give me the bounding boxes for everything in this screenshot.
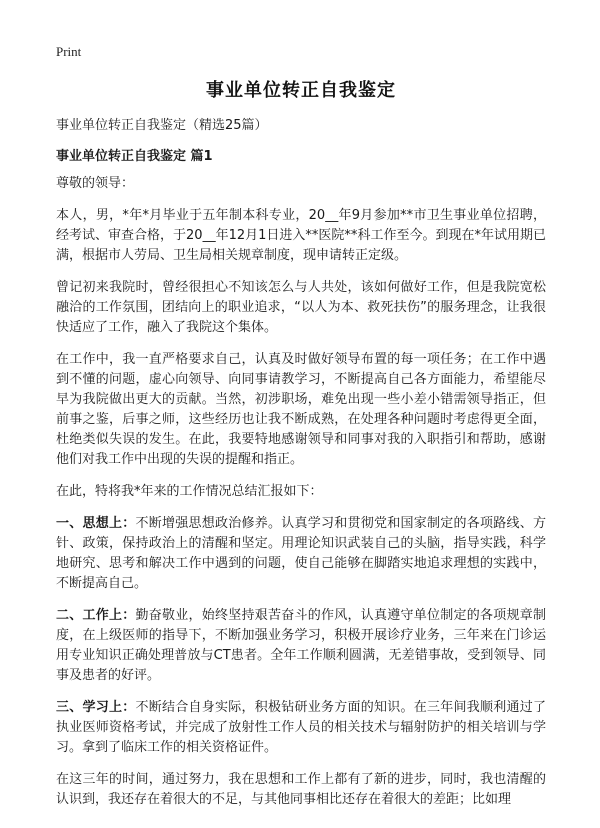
paragraph-work-attitude: 在工作中，我一直严格要求自己，认真及时做好领导布置的每一项任务；在工作中遇到不懂的问题，虚心向领导、向同事请教学习，不断提高自己各方面能力，希望能尽早为我院做出更大的贡献。当然，初涉职场，难免出现一些小差小错需领导指正，但前事之鉴，后事之师，这些经历也让我不断成熟，在处理各种问题时考虑得更全面，杜绝类似失误的发生。在此，我要特地感谢领导和同事对我的入职指引和帮助，感谢他们对我工作中出现的失误的提醒和指正。 (56, 352, 546, 467)
item-ideology-text: 不断增强思想政治修养。认真学习和贯彻党和国家制定的各项路线、方针、政策，保持政治上的清醒和坚定。用理论知识武装自己的头脑，指导实践，科学地研究、思考和解决工作中遇到的问题，使自己能够在脚踏实地追求理想的实践中，不断提高自己。 (56, 516, 546, 591)
item-study-lead: 三、学习上： (56, 700, 136, 715)
item-ideology (56, 514, 546, 594)
paragraph-adaptation: 曾记初来我院时，曾经很担心不知该怎么与人共处，该如何做好工作，但是我院宽松融洽的工作氛围，团结向上的职业追求，“以人为本、救死扶伤”的服务理念，让我很快适应了工作，融入了我院这个集体。 (56, 280, 546, 335)
item-study (56, 698, 546, 758)
document-body (56, 76, 546, 822)
item-work-text: 勤奋敬业，始终坚持艰苦奋斗的作风，认真遵守单位制定的各项规章制度，在上级医师的指导下，不断加强业务学习，积极开展诊疗业务，三年来在门诊运用专业知识正确处理普放与CT患者。全年工作顺利圆满，无差错事故，受到领导、同事及患者的好评。 (56, 608, 546, 683)
item-work (56, 606, 546, 686)
print-link[interactable]: Print (56, 44, 82, 59)
paragraph-closing: 在这三年的时间，通过努力，我在思想和工作上都有了新的进步，同时，我也清醒的认识到，我还存在着很大的不足，与其他同事相比还存在着很大的差距；比如理 (56, 772, 546, 807)
paragraph-intro: 本人，男，*年*月毕业于五年制本科专业，20__年9月参加**市卫生事业单位招聘，经考试、审查合格，于20__年12月1日进入**医院**科工作至今。到现在*年试用期已满，根据市人劳局、卫生局相关规章制度，现申请转正定级。 (56, 208, 546, 263)
item-ideology-lead: 一、思想上： (56, 516, 136, 531)
document-subtitle: 事业单位转正自我鉴定（精选25篇） (56, 118, 268, 133)
salutation: 尊敬的领导： (56, 176, 135, 191)
paragraph-summary-intro: 在此，特将我*年来的工作情况总结汇报如下： (56, 484, 323, 499)
item-study-text: 不断结合自身实际，积极钻研业务方面的知识。在三年间我顺利通过了执业医师资格考试，并完成了放射性工作人员的相关技术与辐射防护的相关培训与学习。拿到了临床工作的相关资格证件。 (56, 700, 546, 755)
item-work-lead: 二、工作上： (56, 608, 136, 623)
document-title: 事业单位转正自我鉴定 (206, 80, 396, 101)
section-heading: 事业单位转正自我鉴定 篇1 (56, 149, 213, 164)
